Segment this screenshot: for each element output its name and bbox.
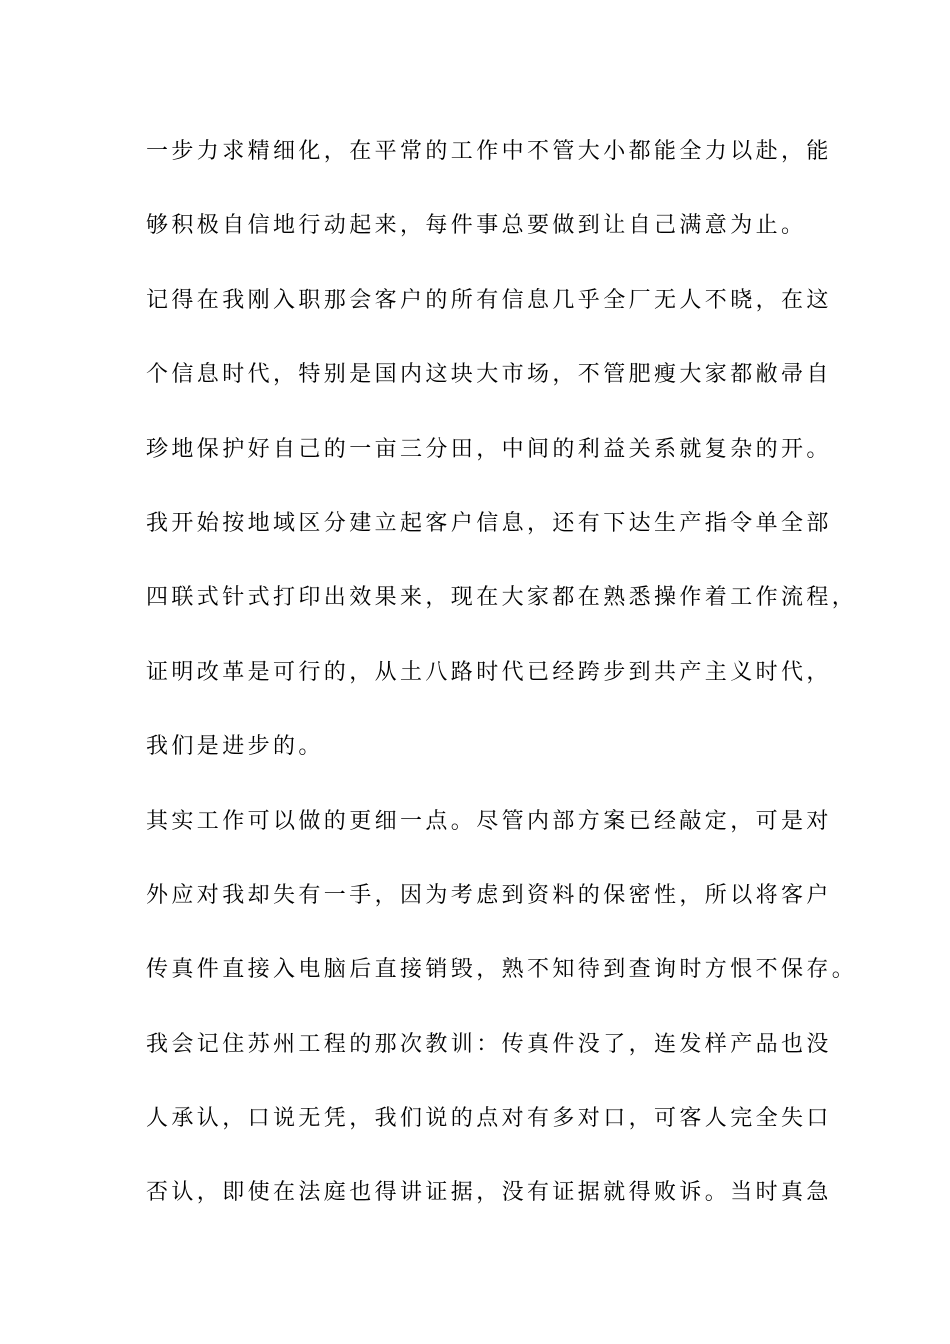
text-line: 我会记住苏州工程的那次教训：传真件没了，连发样产品也没 — [146, 1031, 832, 1057]
text-line: 人承认，口说无凭，我们说的点对有多对口，可客人完全失口 — [146, 1106, 832, 1132]
text-line: 记得在我刚入职那会客户的所有信息几乎全厂无人不晓，在这 — [146, 287, 832, 313]
text-line: 其实工作可以做的更细一点。尽管内部方案已经敲定，可是对 — [146, 808, 832, 834]
text-line: 个信息时代，特别是国内这块大市场，不管肥瘦大家都敝帚自 — [146, 362, 832, 388]
text-line: 够积极自信地行动起来，每件事总要做到让自己满意为止。 — [146, 213, 807, 239]
text-line: 一步力求精细化，在平常的工作中不管大小都能全力以赴，能 — [146, 139, 832, 164]
text-line: 珍地保护好自己的一亩三分田，中间的利益关系就复杂的开。 — [146, 436, 832, 462]
text-line: 外应对我却失有一手，因为考虑到资料的保密性，所以将客户 — [146, 882, 832, 908]
text-line: 四联式针式打印出效果来，现在大家都在熟悉操作着工作流程， — [146, 585, 858, 611]
text-line: 证明改革是可行的，从土八路时代已经跨步到共产主义时代， — [146, 659, 832, 685]
text-line: 否认，即使在法庭也得讲证据，没有证据就得败诉。当时真急 — [146, 1180, 832, 1206]
text-line: 我开始按地域区分建立起客户信息，还有下达生产指令单全部 — [146, 510, 832, 536]
text-line: 我们是进步的。 — [146, 734, 324, 760]
text-line: 传真件直接入电脑后直接销毁，熟不知待到查询时方恨不保存。 — [146, 957, 858, 983]
body-text — [146, 132, 858, 1248]
